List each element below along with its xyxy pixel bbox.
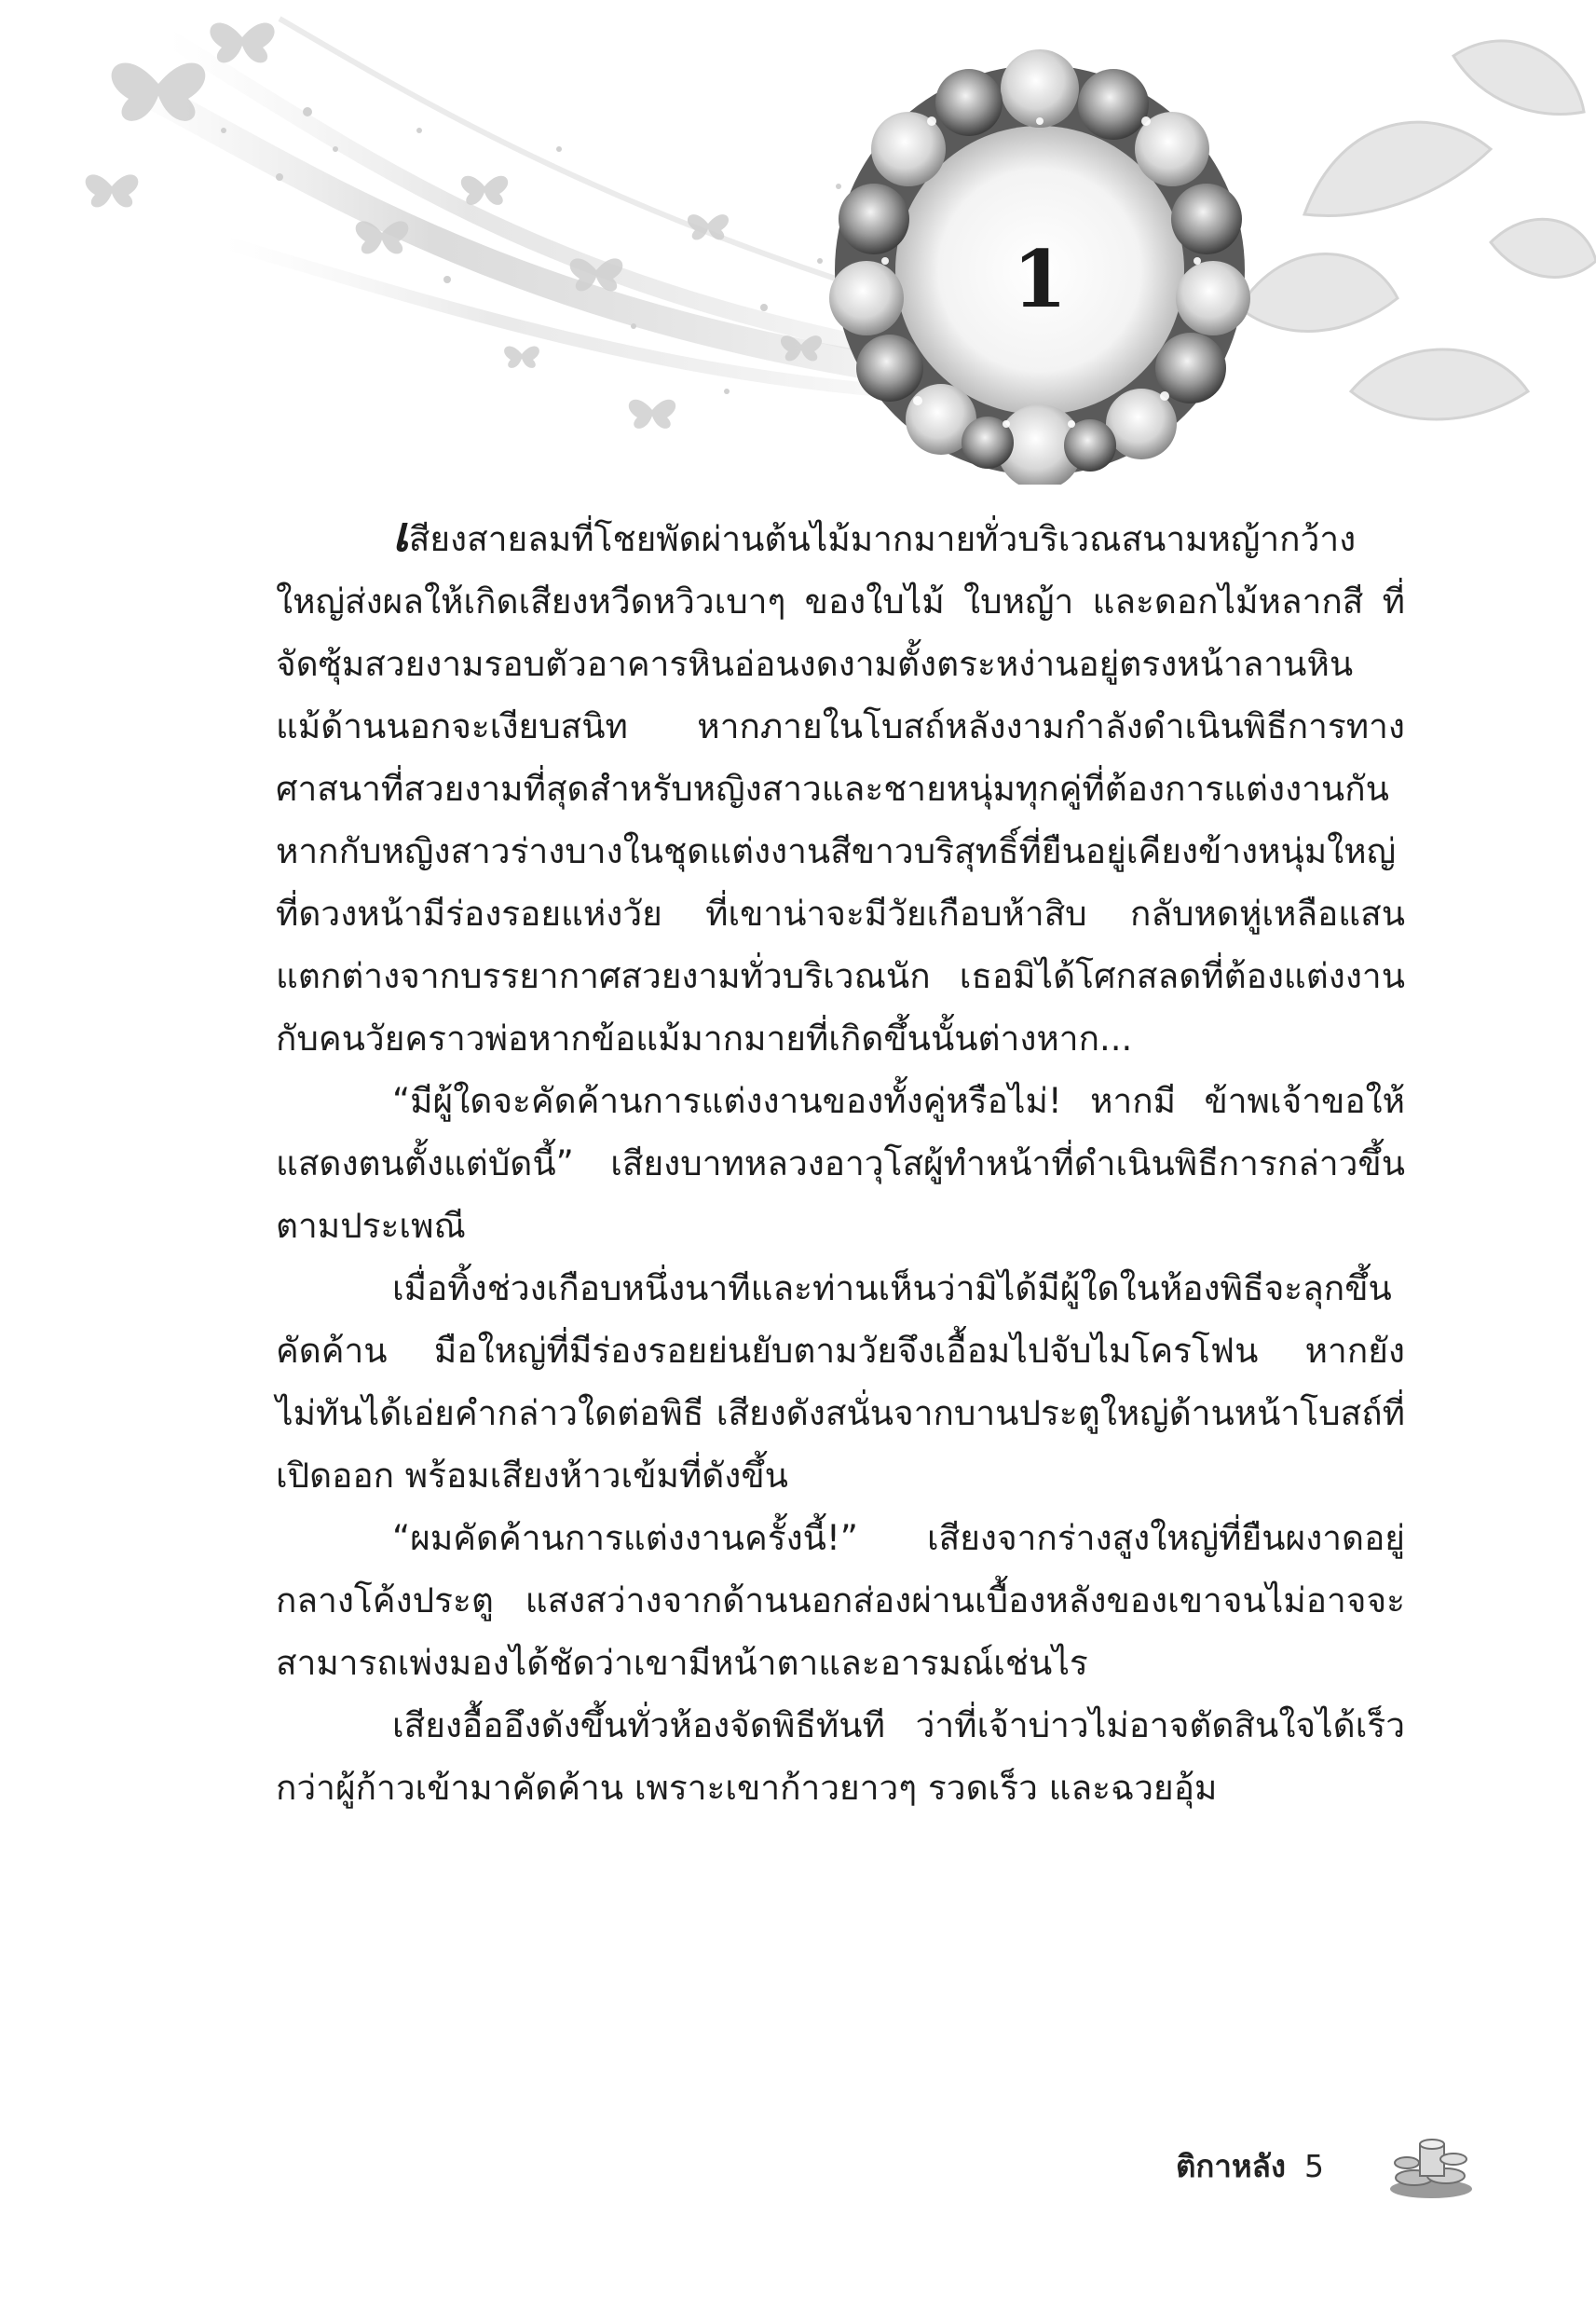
page-number: 5 — [1304, 2148, 1324, 2184]
paragraph-5: เสียงอื้ออึงดังขึ้นทั่วห้องจัดพิธีทันที ว่าที่เจ้าบ่าวไม่อาจตัดสินใจได้เร็วกว่าผู้ก้าวเข้ามาคัดค้าน เพราะเขาก้าวยาวๆ รวดเร็ว และฉวยอุ้ม — [276, 1705, 1405, 1808]
swoosh-ribbons — [112, 19, 913, 391]
drop-initial: เ — [392, 506, 409, 563]
body-text — [276, 503, 1405, 1819]
lily-flowers — [1239, 41, 1596, 419]
paragraph-1 — [276, 503, 1405, 1070]
paragraph-4: “ผมคัดค้านการแต่งงานครั้งนี้!” เสียงจากร่างสูงใหญ่ที่ยืนผงาดอยู่กลางโค้งประตู แสงสว่างจากด้านนอกส่องผ่านเบื้องหลังของเขาจนไม่อาจจะสามารถเพ่งมองได้ชัดว่าเขามีหน้าตาและอารมณ์เช่นไร — [276, 1518, 1405, 1683]
footer-book-title: ติกาหลัง — [1175, 2148, 1286, 2184]
paragraph-3: เมื่อทิ้งช่วงเกือบหนึ่งนาทีและท่านเห็นว่ามิได้มีผู้ใดในห้องพิธีจะลุกขึ้นคัดค้าน มือใหญ่ที่มีร่องรอยย่นยับตามวัยจึงเอื้อมไปจับไมโครโฟน หากยังไม่ทันได้เอ่ยคำกล่าวใดต่อพิธี เสียงดังสนั่นจากบานประตูใหญ่ด้านหน้าโบสถ์ที่เปิดออก พร้อมเสียงห้าวเข้มที่ดังขึ้น — [276, 1268, 1405, 1496]
paragraph-2: “มีผู้ใดจะคัดค้านการแต่งงานของทั้งคู่หรือไม่! หากมี ข้าพเจ้าขอให้แสดงตนตั้งแต่บัดนี้” เสียงบาทหลวงอาวุโสผู้ทำหน้าที่ดำเนินพิธีการกล่าวขึ้นตามประเพณี — [276, 1081, 1405, 1246]
header-floral-artwork — [0, 0, 1596, 485]
chapter-number: 1 — [1012, 233, 1068, 325]
paragraph-text: สียงสายลมที่โชยพัดผ่านต้นไม้มากมายทั่วบริเวณสนามหญ้ากว้างใหญ่ส่งผลให้เกิดเสียงหวีดหวิวเบาๆ ของใบไม้ ใบหญ้า และดอกไม้หลากสี ที่จัดซุ้มสวยงามรอบตัวอาคารหินอ่อนงดงามตั้งตระหง่านอยู่ตรงหน้าลานหิน แม้ด้านนอกจะเงียบสนิท หากภายในโบสถ์หลังงามกำลังดำเนินพิธีการทางศาสนาที่สวยงามที่สุดสำหรับหญิงสาวและชายหนุ่มทุกคู่ที่ต้องการแต่งงานกัน หากกับหญิงสาวร่างบางในชุดแต่งงานสีขาวบริสุทธิ์ที่ยืนอยู่เคียงข้างหนุ่มใหญ่ที่ดวงหน้ามีร่องรอยแห่งวัย ที่เขาน่าจะมีวัยเกือบห้าสิบ กลับหดหู่เหลือแสน แตกต่างจากบรรยากาศสวยงามทั่วบริเวณนัก เธอมิได้โศกสลดที่ต้องแต่งงานกับคนวัยคราวพ่อหากข้อแม้มากมายที่เกิดขึ้นนั้นต่างหาก... — [276, 519, 1405, 1059]
coin-stack-icon — [1386, 2127, 1475, 2202]
